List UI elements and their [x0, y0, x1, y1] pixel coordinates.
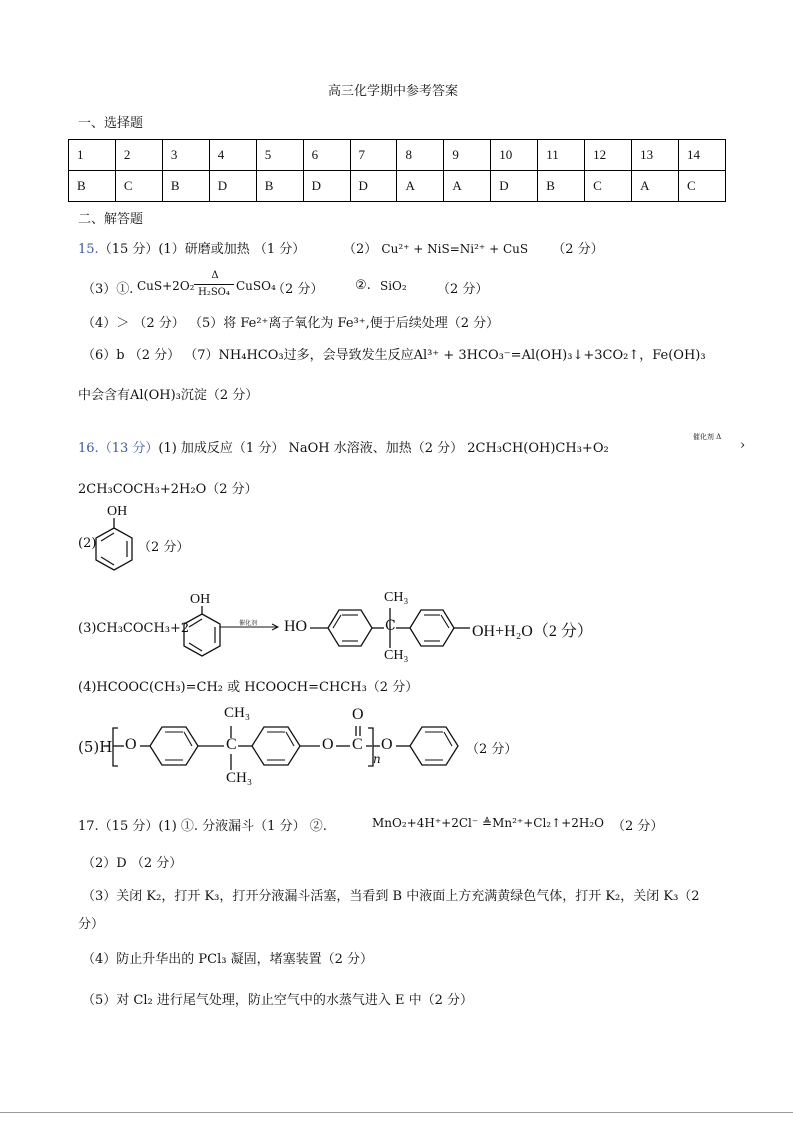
phenol-structure	[92, 518, 136, 580]
q16-p5-quaternary-c: C	[226, 736, 237, 753]
q15-eq3-arrow	[194, 284, 234, 285]
q16-p3-ch3-top: CH₃	[384, 590, 409, 605]
q16-p5-n: n	[373, 752, 381, 766]
table-cell-answer: B	[256, 171, 303, 202]
q16-p5-ch3-bottom: CH₃	[226, 770, 253, 786]
q16-p3-condition: 催化剂	[238, 620, 257, 627]
table-cell-answer: B	[162, 171, 209, 202]
q16-p3-ch3-bottom: CH₃	[384, 648, 409, 663]
table-cell-answer: C	[115, 171, 162, 202]
q16-p5-o2: O	[322, 736, 334, 753]
q16-score: （13 分）	[98, 441, 159, 456]
q15-line2	[82, 278, 133, 297]
q16-condition: 催化剂 Δ	[692, 433, 722, 441]
q16-part3-label: (3)CH₃COCH₃+2	[78, 621, 190, 636]
q16-p3-quaternary-c: C	[385, 618, 396, 634]
table-cell-number: 3	[162, 140, 209, 171]
q15-equation-3b: CuSO₄	[236, 279, 276, 293]
q15-part3-score: （2 分）	[272, 282, 324, 297]
q16-line4: (4)HCOOC(CH₃)=CH₂ 或 HCOOCH=CHCH₃（2 分）	[78, 680, 419, 695]
q15-part2-label: （2）	[343, 242, 378, 257]
q16-arrow-head: ›	[740, 438, 746, 453]
q16-p5-ch3-top: CH₃	[224, 705, 251, 721]
q15-part2	[343, 238, 604, 257]
q15-line5: 中会含有Al(OH)₃沉淀（2 分）	[78, 388, 259, 403]
table-cell-number: 13	[632, 140, 679, 171]
table-cell-number: 6	[303, 140, 350, 171]
q15-number: 15.	[78, 242, 99, 257]
q16-phenol-oh: OH	[107, 504, 128, 519]
polycarbonate-structure	[100, 716, 470, 780]
q15-part3-label-2: ②.	[355, 278, 371, 293]
table-cell-answer: A	[397, 171, 444, 202]
q16-p5-carbonyl-c: C	[352, 736, 363, 753]
page-title: 高三化学期中参考答案	[328, 84, 459, 99]
q17-part1-score: （2 分）	[612, 819, 664, 834]
q15-part3-label: （3）①.	[82, 282, 134, 297]
q17-line2: （2）D （2 分）	[82, 856, 183, 871]
q16-line2: 2CH₃COCH₃+2H₂O（2 分）	[78, 482, 258, 497]
page-bottom-divider	[0, 1112, 793, 1113]
table-cell-number: 14	[678, 140, 725, 171]
q16-p3-tail-text: OH+H₂O（2 分）	[472, 623, 593, 640]
table-cell-answer: D	[303, 171, 350, 202]
section-answer-heading: 二、解答题	[78, 212, 144, 227]
q15-eq3-condition-bottom: H₂SO₄	[198, 287, 230, 298]
table-cell-number: 1	[69, 140, 116, 171]
table-cell-answer: D	[491, 171, 538, 202]
table-cell-number: 5	[256, 140, 303, 171]
reaction-arrow	[220, 622, 282, 632]
q16-p3-phenol-oh: OH	[190, 592, 211, 607]
table-cell-number: 8	[397, 140, 444, 171]
table-cell-number: 7	[350, 140, 397, 171]
table-cell-answer: C	[585, 171, 632, 202]
table-row-numbers	[69, 140, 726, 171]
q15-line4: （6）b （2 分） （7）NH₄HCO₃过多，会导致发生反应Al³⁺ + 3HCO₃⁻=Al(OH)₃↓+3CO₂↑，Fe(OH)₃	[82, 348, 706, 363]
q15-part3-score-2: （2 分）	[437, 282, 489, 297]
q15-equation-3c: SiO₂	[380, 279, 407, 293]
q15-part1: （15 分）(1）研磨或加热 （1 分）	[98, 242, 306, 257]
q17-line4: （4）防止升华出的 PCl₃ 凝固，堵塞装置（2 分）	[82, 952, 374, 967]
table-row-answers	[69, 171, 726, 202]
phenol-structure-2	[180, 606, 224, 666]
q16-part5-score: （2 分）	[466, 742, 518, 757]
q15-equation-3a: CuS+2O₂	[137, 279, 195, 293]
table-cell-answer: B	[69, 171, 116, 202]
q16-part3-tail	[472, 618, 593, 641]
q16-part1: (1) 加成反应（1 分） NaOH 水溶液、加热（2 分） 2CH₃CH(OH)CH₃+O₂	[158, 441, 609, 456]
table-cell-answer: A	[444, 171, 491, 202]
q15-eq3-condition-top: Δ	[211, 270, 219, 281]
table-cell-answer: A	[632, 171, 679, 202]
table-cell-answer: C	[678, 171, 725, 202]
table-cell-answer: D	[350, 171, 397, 202]
q17-line3b: 分）	[78, 917, 105, 932]
table-cell-number: 12	[585, 140, 632, 171]
q16-number: 16.	[78, 441, 99, 456]
answer-table	[68, 139, 726, 202]
q16-line1	[78, 437, 609, 456]
q15-equation-2: Cu²⁺ + NiS=Ni²⁺ + CuS	[381, 242, 529, 256]
q16-part2-score: （2 分）	[138, 540, 190, 555]
table-cell-answer: D	[209, 171, 256, 202]
q16-p3-ho: HO	[284, 618, 308, 635]
q16-p5-o3: O	[381, 736, 393, 753]
q16-part2-label: (2)	[78, 536, 97, 551]
table-cell-number: 9	[444, 140, 491, 171]
q16-part5-label: (5)H	[78, 738, 113, 756]
q17-line5: （5）对 Cl₂ 进行尾气处理，防止空气中的水蒸气进入 E 中（2 分）	[82, 993, 474, 1008]
table-cell-number: 11	[538, 140, 585, 171]
q17-equation: MnO₂+4H⁺+2Cl⁻ ≜Mn²⁺+Cl₂↑+2H₂O	[372, 816, 604, 830]
table-cell-number: 4	[209, 140, 256, 171]
q17-line3: （3）关闭 K₂，打开 K₃，打开分液漏斗活塞，当看到 B 中液面上方充满黄绿色气体，打开 K₂，关闭 K₃（2	[82, 889, 700, 904]
q15-part2-score: （2 分）	[552, 242, 604, 257]
table-cell-number: 2	[115, 140, 162, 171]
q15-line1	[78, 238, 305, 257]
table-cell-answer: B	[538, 171, 585, 202]
q16-p5-carbonyl-o: O	[352, 706, 364, 723]
q15-line3: （4）＞ （2 分） （5）将 Fe²⁺离子氧化为 Fe³⁺,便于后续处理（2 分）	[82, 316, 500, 331]
q16-p5-o1: O	[125, 736, 137, 753]
q17-line1: 17.（15 分）(1) ①. 分液漏斗（1 分） ②.	[78, 819, 327, 834]
section-choice-heading: 一、选择题	[78, 116, 144, 131]
table-cell-number: 10	[491, 140, 538, 171]
